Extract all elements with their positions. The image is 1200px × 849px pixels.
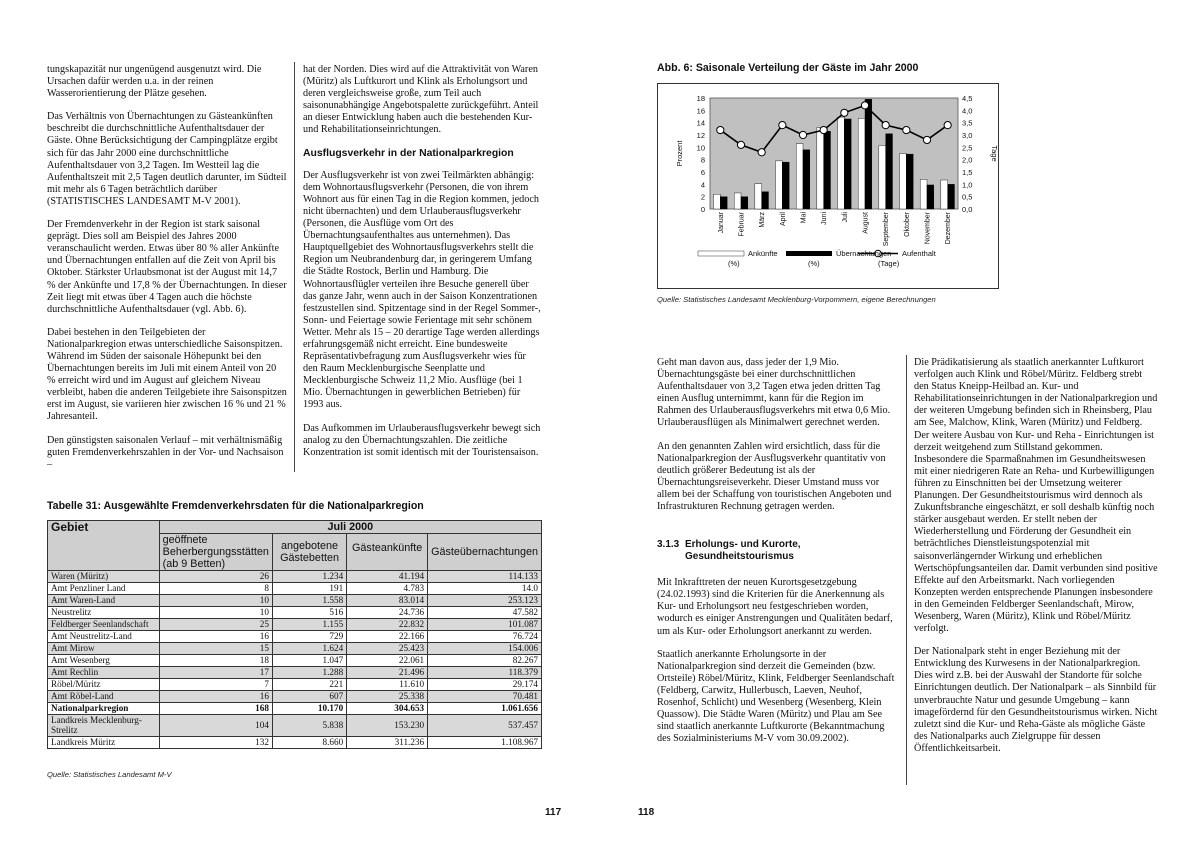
bar-uebernachtungen [824,131,831,209]
cell: 104 [159,715,272,737]
cell: 516 [272,607,346,619]
y2-tick-label: 2,5 [962,143,973,153]
cell: 607 [272,691,346,703]
row-label: Feldberger Seenlandschaft [48,619,160,631]
legend-label-unit: (%) [728,259,740,268]
table-row [48,703,542,715]
y-tick-label: 18 [696,94,705,103]
y2-tick-label: 3,5 [962,118,973,128]
cell: 83.014 [347,595,428,607]
bar-ankuenfte [817,128,824,209]
column-divider [294,62,295,472]
bar-ankuenfte [838,117,845,209]
cell: 7 [159,679,272,691]
cell: 10 [159,595,272,607]
row-label: Landkreis Mecklenburg-Strelitz [48,715,160,737]
cell: 14.0 [428,583,542,595]
row-label: Amt Waren-Land [48,595,160,607]
cell: 8.660 [272,736,346,748]
page-number-left: 117 [545,807,562,818]
legend-label: Ankünfte [748,249,778,258]
x-tick-label: November [924,212,932,245]
x-tick-label: Februar [738,212,746,237]
cell: 311.236 [347,736,428,748]
paragraph: Das Aufkommen im Urlauberausflugsverkehr bewegt sich analog zu den Übernachtungszahlen. Die zeitliche Konzentration ist somit identisch mit der Touristensaison. [303,422,541,458]
bar-uebernachtungen [906,154,913,209]
row-label: Neustrelitz [48,607,160,619]
y2-tick-label: 1,0 [962,180,973,190]
table-header-col: geöffnete Beherbergungsstätten (ab 9 Betten) [159,534,272,571]
row-label: Amt Neustrelitz-Land [48,631,160,643]
paragraph: Staatlich anerkannte Erholungsorte in der Nationalparkregion sind derzeit die Gemeinden (bzw. Ortsteile) Röbel/Müritz, Klink, Feldberger Seenlandschaft (Feldberg, Carwitz, Hullerbusch, Laeven, Neuhof, Rosenhof, Schlicht) und Wesenberg (Wesenberg, Klein Quassow). Die Städte Waren (Müritz) und Plau am See sind staatlich anerkannte Luftkurorte (Bekanntmachung des Sozialministeriums M-V vom 30.09.2002). [657,648,895,745]
bar-ankuenfte [941,180,948,209]
point-aufenthalt [779,122,786,129]
section-number: 3.1.3 [657,539,680,551]
point-aufenthalt [882,122,889,129]
table-header-col: Gästeankünfte [347,534,428,571]
y-tick-label: 10 [696,143,705,153]
cell: 29.174 [428,679,542,691]
y2-tick-label: 4,5 [962,94,973,103]
row-label: Amt Röbel-Land [48,691,160,703]
y-tick-label: 4 [700,180,705,190]
row-label: Röbel/Müritz [48,679,160,691]
y-axis-label: Prozent [675,140,684,167]
row-label: Waren (Müritz) [48,571,160,583]
table-row [48,715,542,737]
point-aufenthalt [717,126,724,133]
cell: 15 [159,643,272,655]
legend-label-unit: (%) [808,259,820,268]
table-header-gebiet: Gebiet [48,521,160,571]
y-tick-label: 12 [696,131,705,140]
legend-label: Übernachtungen [836,249,892,258]
paragraph: Das Verhältnis von Übernachtungen zu Gästeankünften beschreibt die durchschnittliche Aufenthaltsdauer der Gäste. Ohne Berücksichtigung der Campingplätze ergibt sich für das Jahr 2000 eine durchschnittliche Aufenthaltsdauer von 3,2 Tagen. Im Westteil lag die Aufenthaltszeit mit 2,5 Tagen deutlich darunter, im Südteil mit mehr als 6 Tagen beträchtlich darüber (STATISTISCHES LANDESAMT M-V 2001). [47,111,287,207]
cell: 16 [159,631,272,643]
point-aufenthalt [737,141,744,148]
table-row [48,631,542,643]
y2-tick-label: 2,0 [962,155,973,165]
bar-uebernachtungen [886,134,893,209]
cell: 221 [272,679,346,691]
cell: 191 [272,583,346,595]
table-row [48,679,542,691]
cell: 114.133 [428,571,542,583]
cell: 729 [272,631,346,643]
paragraph: hat der Norden. Dies wird auf die Attraktivität von Waren (Müritz) als Luftkurort und Klink als Erholungsort und deren vergleichsweise große, zum Teil auch saisonunabhängige Angebotspalette zurückgeführt. Anteil an dieser Entwicklung haben auch die bestehenden Kur- und Rehabilitationseinrichtungen. [303,64,539,136]
cell: 153.230 [347,715,428,737]
table-caption: Tabelle 31: Ausgewählte Fremdenverkehrsdaten für die Nationalparkregion [47,500,424,512]
table-row [48,736,542,748]
cell: 70.481 [428,691,542,703]
cell: 21.496 [347,667,428,679]
cell: 41.194 [347,571,428,583]
cell: 304.653 [347,703,428,715]
paragraph: Den günstigsten saisonalen Verlauf – mit verhältnismäßig guten Fremdenverkehrszahlen in der Vor- und Nachsaison – [47,434,284,470]
bar-ankuenfte [776,161,783,209]
column-divider [906,355,907,785]
cell: 25.338 [347,691,428,703]
x-tick-label: Juni [821,212,829,225]
cell: 168 [159,703,272,715]
table-header-col: Gästeübernachtungen [428,534,542,571]
y-tick-label: 16 [696,106,705,116]
y2-tick-label: 0,0 [962,205,973,214]
x-tick-label: Mai [800,212,808,224]
point-aufenthalt [799,131,806,138]
cell: 8 [159,583,272,595]
cell: 22.832 [347,619,428,631]
cell: 10.170 [272,703,346,715]
paragraph: Mit Inkrafttreten der neuen Kurortsgesetzgebung (24.02.1993) sind die Kriterien für die Anerkennung als Kur- und Erholungsort neu festgeschrieben worden, wodurch es einiger Anstrengungen und Qualitäten bedarf, um als Kur- oder Erholungsort anerkannt zu werden. [657,577,893,637]
bar-uebernachtungen [927,185,934,209]
cell: 24.736 [347,607,428,619]
bar-ankuenfte [879,145,886,209]
cell: 25 [159,619,272,631]
cell: 18 [159,655,272,667]
x-tick-label: Juli [841,212,849,223]
point-aufenthalt [903,126,910,133]
row-label: Amt Wesenberg [48,655,160,667]
table-header-col: angebotene Gästebetten [272,534,346,571]
cell: 26 [159,571,272,583]
table-row [48,643,542,655]
cell: 132 [159,736,272,748]
legend-swatch-ankuenfte [698,251,744,256]
figure-caption: Abb. 6: Saisonale Verteilung der Gäste im Jahr 2000 [657,62,919,74]
point-aufenthalt [758,149,765,156]
paragraph: An den genannten Zahlen wird ersichtlich, dass für die Nationalparkregion der Ausflugsverkehr quantitativ von deutlich größerer Bedeutung ist als der Übernachtungsreiseverkehr. Dieser Umstand muss vor allem bei der Schaffung von touristischen Angeboten und Infrastrukturen Rechnung getragen werden. [657,440,892,513]
paragraph: Geht man davon aus, dass jeder der 1,9 Mio. Übernachtungsgäste bei einer durchschnittlichen Aufenthaltsdauer von 3,2 Tagen etwa jeden dritten Tag einen Ausflug unternimmt, kann für die Region im Rahmen des Urlauberausflugsverkehrs mit etwa 0,6 Mio. Urlauberausflügen als Minimalwert gerechnet werden. [657,357,891,429]
cell: 1.061.656 [428,703,542,715]
table-row [48,667,542,679]
seasonal-chart-svg [658,84,998,288]
cell: 154.006 [428,643,542,655]
x-tick-label: April [779,212,787,227]
cell: 253.123 [428,595,542,607]
y-tick-label: 6 [700,168,705,177]
section-heading: Ausflugsverkehr in der Nationalparkregion [303,147,514,159]
cell: 22.061 [347,655,428,667]
cell: 47.582 [428,607,542,619]
point-aufenthalt [820,126,827,133]
cell: 11.610 [347,679,428,691]
row-label: Amt Penzliner Land [48,583,160,595]
y2-tick-label: 3,0 [962,131,973,140]
table-header-juli: Juli 2000 [159,521,541,534]
right-column-2 [914,357,1158,766]
legend-label: Aufenthalt [902,249,936,258]
bar-uebernachtungen [762,192,769,209]
cell: 76.724 [428,631,542,643]
table-row [48,571,542,583]
row-label: Amt Mirow [48,643,160,655]
paragraph: Die Prädikatisierung als staatlich anerkannter Luftkurort verfolgen auch Klink und Röbel/Müritz. Feldberg strebt den Status Kneipp-Heilbad an. Kur- und Rehabilitationseinrichtungen in der Nationalparkregion und der weiteren Umgebung befinden sich in Rheinsberg, Plau am See, Malchow, Klink, Waren (Müritz) und Feldberg. Der weitere Ausbau von Kur- und Reha - Einrichtungen ist derzeit weitgehend zum Stillstand gekommen. Insbesondere die Sparmaßnahmen im Gesundheitswesen mit einer niedrigeren Rate an Reha- und Kurbewilligungen führen zu Einschnitten bei der Umsetzung weiterer Planungen. Der Gesundheitstourismus wird dennoch als Zukunftsbranche eingeschätzt, er soll deshalb künftig noch stärker ausgebaut werden. Er stellt neben der Wiederherstellung und Förderung der Gesundheit ein beträchtliches Dienstleistungspotenzial mit saisonverlängernder Wirkung und erheblichen Wertschöpfungsanteilen dar. Damit verbunden sind positive Effekte auf den Arbeitsmarkt. Nach vorliegenden Konzepten werden entsprechende Planungen insbesondere in den Gemeinden Feldberger Seenlandschaft, Mirow, Wesenberg, Waren (Müritz), Klink und Röbel/Müritz verfolgt. [914,357,1158,635]
paragraph: Der Nationalpark steht in enger Beziehung mit der Entwicklung des Kurwesens in der Nationalparkregion. Dies wird z.B. bei der Auswahl der Standorte für solche Einrichtungen deutlich. Der Nationalpark – als Sinnbild für unverbrauchte Natur und gesunde Umgebung – kann imagefördernd für den Gesundheitstourismus wirken. Nicht zuletzt sind die Kur- und Reha-Gäste als mögliche Gäste des Nationalparks auch Zielgruppe für dessen Öffentlichkeitsarbeit. [914,646,1158,754]
cell: 1.624 [272,643,346,655]
cell: 4.783 [347,583,428,595]
legend-swatch-uebernachtungen [786,251,832,256]
paragraph: tungskapazität nur ungenügend ausgenutzt wird. Die Ursachen dafür werden u.a. in der reinen Wasserorientierung der Plätze gesehen. [47,64,262,100]
cell: 82.267 [428,655,542,667]
cell: 22.166 [347,631,428,643]
page-number-right: 118 [638,807,655,818]
y2-tick-label: 1,5 [962,168,973,177]
y2-tick-label: 0,5 [962,192,973,202]
bar-ankuenfte [920,179,927,209]
bar-ankuenfte [714,194,721,209]
tourism-data-table [47,520,542,749]
row-label: Amt Rechlin [48,667,160,679]
bar-uebernachtungen [803,150,810,209]
y2-tick-label: 4,0 [962,106,973,116]
bar-uebernachtungen [741,197,748,209]
cell: 1.558 [272,595,346,607]
left-column-1 [47,64,287,482]
bar-uebernachtungen [865,99,872,209]
left-column-2 [303,64,543,470]
table-row [48,607,542,619]
cell: 25.423 [347,643,428,655]
table-row [48,595,542,607]
cell: 1.047 [272,655,346,667]
section-title-line2: Gesundheitstourismus [685,551,794,563]
table-row [48,583,542,595]
bar-ankuenfte [734,193,741,209]
bar-ankuenfte [755,184,762,209]
right-column-1 [657,357,899,756]
x-tick-label: Dezember [945,212,953,245]
bar-ankuenfte [900,154,907,210]
cell: 1.108.967 [428,736,542,748]
y-tick-label: 0 [700,205,705,214]
point-aufenthalt [841,109,848,116]
cell: 1.155 [272,619,346,631]
x-tick-label: Januar [717,212,725,234]
cell: 10 [159,607,272,619]
bar-uebernachtungen [720,197,727,209]
x-tick-label: September [883,212,891,247]
table-row [48,691,542,703]
cell: 5.838 [272,715,346,737]
y-tick-label: 8 [700,155,705,165]
bar-ankuenfte [796,144,803,209]
figure-chart [657,83,999,289]
cell: 17 [159,667,272,679]
legend-label-unit: (Tage) [878,259,900,268]
cell: 1.288 [272,667,346,679]
cell: 16 [159,691,272,703]
x-tick-label: August [862,212,870,234]
cell: 101.087 [428,619,542,631]
section-title-line1: Erholungs- und Kurorte, [685,539,801,551]
paragraph: Der Ausflugsverkehr ist von zwei Teilmärkten abhängig: dem Wohnortausflugsverkehr (Personen, die von ihrem Wohnort aus für einen Tag in die Region kommen, jedoch nicht übernachten) und dem Urlauberausflugsverkehr (Personen, die Ausflüge vom Ort des Übernachtungsaufenthaltes aus unternehmen). Das Hauptquellgebiet des Wohnortausflugsverkehrs stellt die Region um Neubrandenburg dar, in geringerem Umfang die Städte Rostock, Berlin und Hamburg. Die Wohnortausflügler verteilen ihre Besuche generell über das ganze Jahr, wenn auch in der Saison Konzentrationen festzustellen sind. Spitzentage sind in der Regel Sommer-, Sonn- und Feiertage sowie Ferientage mit sehr schönem Wetter. Mehr als 15 – 20 derartige Tage werden allerdings erfahrungsgemäß nicht erreicht. Eine bundesweite Repräsentativbefragung zum Ausflugsverkehr wies für den Raum Mecklenburgische Seenplatte und Mecklenburgische Schweiz 11,2 Mio. Ausflüge (bei 1 Mio. Übernachtungen in gewerblichen Betrieben) für 1993 aus. [303,169,541,411]
table-row [48,655,542,667]
row-label: Nationalparkregion [48,703,160,715]
table-source: Quelle: Statistisches Landesamt M-V [47,770,172,779]
bar-uebernachtungen [782,162,789,209]
paragraph: Dabei bestehen in den Teilgebieten der Nationalparkregion etwas unterschiedliche Saisonspitzen. Während im Süden der saisonale Höhepunkt bei den Übernachtungen bereits im Juli mit einem Anteil von 20 % erreicht wird und im August auf gleichem Niveau verbleibt, haben die anderen Teilgebiete ihre Saisonspitzen erst im August, sie variieren hier zwischen 16 % und 21 % Jahresanteil. [47,326,287,423]
x-tick-label: März [759,212,767,228]
y-tick-label: 2 [700,192,705,202]
point-aufenthalt [861,102,868,109]
figure-source: Quelle: Statistisches Landesamt Mecklenburg-Vorpommern, eigene Berechnungen [657,295,936,304]
x-tick-label: Oktober [903,212,911,237]
row-label: Landkreis Müritz [48,736,160,748]
cell: 537.457 [428,715,542,737]
y2-axis-label: Tage [990,145,999,162]
point-aufenthalt [944,122,951,129]
y-tick-label: 14 [696,118,705,128]
cell: 1.234 [272,571,346,583]
section-heading [657,539,899,563]
bar-uebernachtungen [948,184,955,209]
paragraph: Der Fremdenverkehr in der Region ist stark saisonal geprägt. Dies soll am Beispiel des Jahres 2000 veranschaulicht werden. Etwas über 80 % aller Ankünfte und Übernachtungen entfallen auf die Zeit von April bis Oktober. Stärkster Urlaubsmonat ist der August mit 14,7 % der Ankünfte und 17,8 % der Übernachtungen. In dieser Zeit liegt mit etwas über 4 Tagen auch die höchste durchschnittliche Aufenthaltsdauer (vgl. Abb. 6). [47,219,287,315]
point-aufenthalt [923,136,930,143]
bar-uebernachtungen [844,119,851,209]
cell: 118.379 [428,667,542,679]
bar-ankuenfte [858,118,865,209]
table-row [48,619,542,631]
